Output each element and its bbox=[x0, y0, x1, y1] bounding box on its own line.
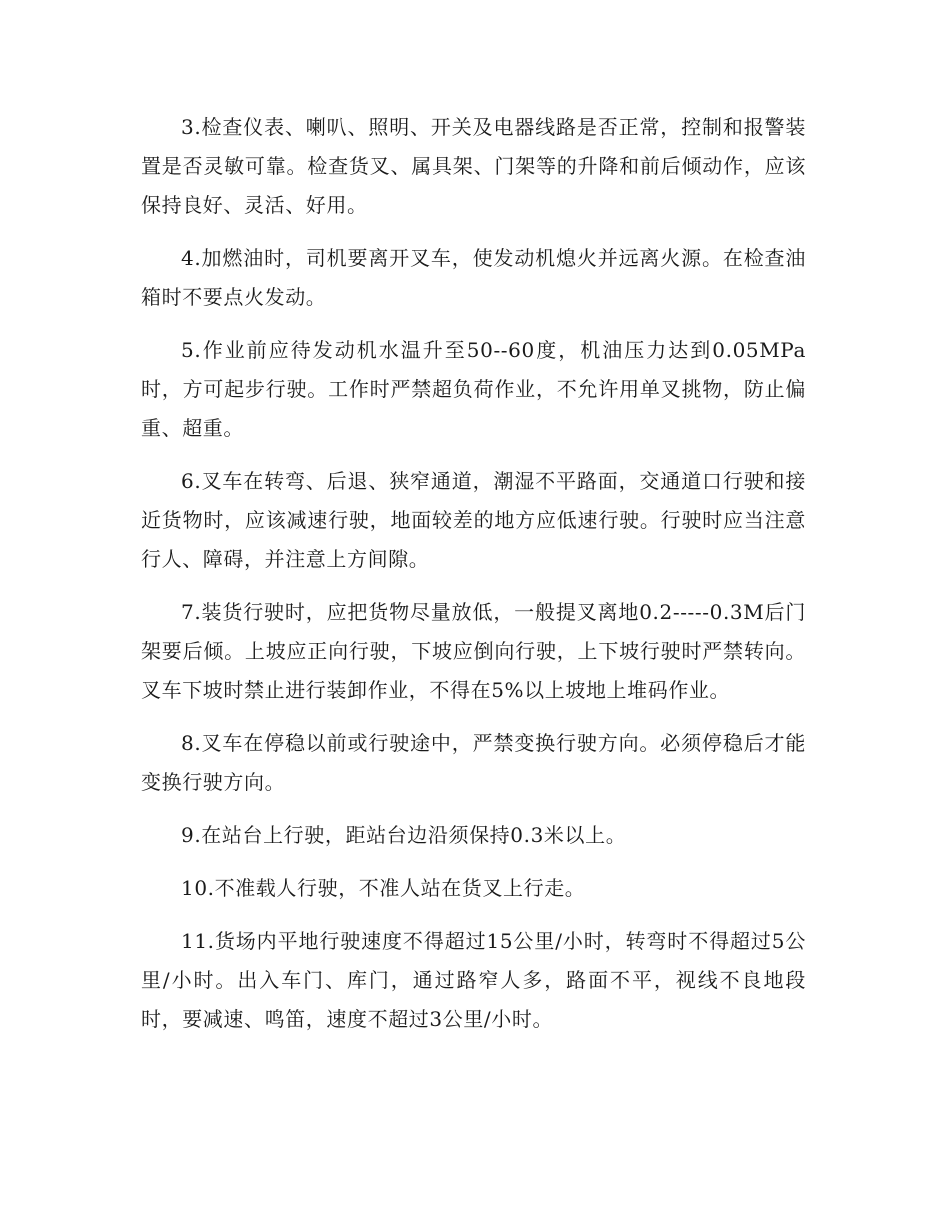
document-body bbox=[141, 108, 806, 1053]
paragraph-item-9: 9.在站台上行驶，距站台边沿须保持0.3米以上。 bbox=[181, 823, 627, 847]
paragraph-item-3: 3.检查仪表、喇叭、照明、开关及电器线路是否正常，控制和报警装置是否灵敏可靠。检查货叉、属具架、门架等的升降和前后倾动作，应该保持良好、灵活、好用。 bbox=[141, 115, 806, 217]
paragraph-item-6: 6.叉车在转弯、后退、狭窄通道，潮湿不平路面，交通道口行驶和接近货物时，应该减速行驶，地面较差的地方应低速行驶。行驶时应当注意行人、障碍，并注意上方间隙。 bbox=[141, 469, 806, 571]
paragraph-item-10: 10.不准载人行驶，不准人站在货叉上行走。 bbox=[181, 876, 586, 900]
paragraph-item-7: 7.装货行驶时，应把货物尽量放低，一般提叉离地0.2-----0.3M后门架要后倾。上坡应正向行驶，下坡应倒向行驶，上下坡行驶时严禁转向。叉车下坡时禁止进行装卸作业，不得在5%以上坡地上堆码作业。 bbox=[141, 600, 806, 702]
paragraph-item-11: 11.货场内平地行驶速度不得超过15公里/小时，转弯时不得超过5公里/小时。出入车门、库门，通过路窄人多，路面不平，视线不良地段时，要减速、鸣笛，速度不超过3公里/小时。 bbox=[141, 929, 806, 1031]
paragraph-item-4: 4.加燃油时，司机要离开叉车，使发动机熄火并远离火源。在检查油箱时不要点火发动。 bbox=[141, 246, 806, 309]
paragraph-item-5: 5.作业前应待发动机水温升至50--60度，机油压力达到0.05MPa时，方可起步行驶。工作时严禁超负荷作业，不允许用单叉挑物，防止偏重、超重。 bbox=[141, 338, 806, 440]
paragraph-item-8: 8.叉车在停稳以前或行驶途中，严禁变换行驶方向。必须停稳后才能变换行驶方向。 bbox=[141, 731, 806, 794]
